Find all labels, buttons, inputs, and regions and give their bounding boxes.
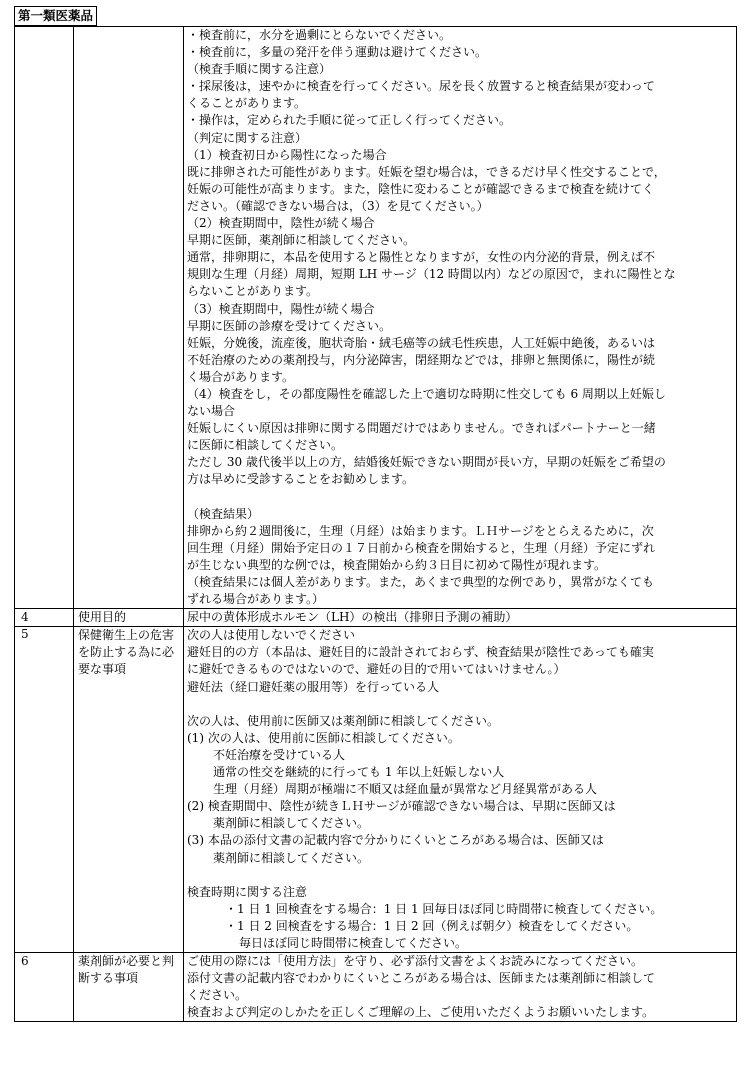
text-line: 不妊治療のための薬剤投与，内分泌障害，閉経期などでは，排卵と無関係に，陽性が続: [187, 352, 656, 367]
table-row-continued: [15, 27, 737, 609]
row-number: 5: [15, 627, 74, 953]
text-line: 薬剤師に相談してください。: [213, 850, 370, 865]
text-line: ・検査前に，水分を過剰にとらないでください。: [187, 28, 452, 42]
text-line: ださい。（確認できない場合は，（3）を見てください。）: [187, 198, 489, 213]
row-number: 4: [15, 609, 74, 627]
text-line: ・採尿後は，速やかに検査を行ってください。尿を長く放置すると検査結果が変わって: [187, 79, 655, 94]
text-line: ただし 30 歳代後半以上の方，結婚後妊娠できない期間が長い方，早期の妊娠をご希望の: [187, 455, 666, 470]
row-content: [184, 609, 737, 627]
row-item: 保健衛生上の危害を防止する為に必要な事項: [74, 627, 184, 953]
text-line: に医師に相談してください。: [187, 438, 344, 453]
text-line: く場合があります。: [187, 369, 295, 384]
text-line: 早期に医師の診療を受けてください。: [187, 318, 392, 333]
row-content: [184, 627, 737, 953]
text-line: ・検査前に，多量の発汗を伴う運動は避けてください。: [187, 45, 488, 60]
row-item: [74, 27, 184, 609]
text-line: （検査結果）: [187, 506, 260, 521]
text-line: 方は早めに受診することをお勧めします。: [187, 472, 415, 487]
text-line: （判定に関する注意）: [187, 130, 308, 145]
text-line: 検査および判定のしかたを正しくご理解の上、ご使用いただくようお願いいたします。: [187, 1005, 655, 1020]
text-line: 不妊治療を受けている人: [213, 747, 346, 762]
text-line: (3) 本品の添付文書の記載内容で分かりにくいところがある場合は、医師又は: [187, 833, 604, 848]
text-line: らないことがあります。: [187, 284, 319, 299]
text-line: 次の人は、使用前に医師又は薬剤師に相談してください。: [187, 713, 500, 728]
text-line: に避妊できるものではないので、避妊の目的で用いてはいけません。）: [187, 662, 566, 677]
text-line: 次の人は使用しないでください: [187, 628, 356, 643]
row-item: 薬剤師が必要と判断する事項: [74, 953, 184, 1022]
row-content: [184, 953, 737, 1022]
text-line: （検査結果には個人差があります。また，あくまで典型的な例であり，異常がなくても: [187, 575, 655, 589]
text-line: ずれる場合があります。）: [187, 592, 325, 607]
text-line: （4）検査をし，その都度陽性を確認した上で適切な時期に性交しても 6 周期以上妊娠し: [187, 386, 666, 401]
text-line: ください。: [187, 988, 248, 1003]
text-line: 検査時期に関する注意: [187, 884, 308, 899]
text-line: 早期に医師，薬剤師に相談してください。: [187, 233, 416, 248]
row-number: 6: [15, 953, 74, 1022]
text-line: 尿中の黄体形成ホルモン（LH）の検出（排卵日予測の補助）: [187, 610, 518, 625]
row-content: [184, 27, 737, 609]
row-number: [15, 27, 74, 609]
text-line: ・1 日 1 回検査をする場合：1 日 1 回毎日ほぼ同じ時間帯に検査してください。: [225, 901, 663, 916]
text-line: ない場合: [187, 404, 236, 419]
text-line: 既に排卵された可能性があります。妊娠を望む場合は，できるだけ早く性交することで，: [187, 164, 666, 179]
text-line: 通常，排卵期に，本品を使用すると陽性となりますが，女性の内分泌的背景，例えば不: [187, 250, 656, 265]
text-line: (1) 次の人は、使用前に医師に相談してください。: [187, 730, 460, 745]
text-line: 通常の性交を継続的に行っても 1 年以上妊娠しない人: [213, 765, 505, 780]
text-line: (2) 検査期間中、陰性が続きＬＨサージが確認できない場合は、早期に医師又は: [187, 799, 616, 814]
page-label: 第一類医薬品: [14, 6, 97, 26]
text-line: ご使用の際には「使用方法」を守り、必ず添付文書をよくお読みになってください。: [187, 954, 644, 969]
table-row-safety: [15, 627, 737, 953]
table-row-purpose: [15, 609, 737, 627]
text-line: くることがあります。: [187, 96, 307, 111]
text-line: 避妊目的の方（本品は、避妊目的に設計されておらず、検査結果が陰性であっても確実: [187, 645, 654, 660]
row-item: 使用目的: [74, 609, 184, 627]
text-line: （2）検査期間中，陰性が続く場合: [187, 216, 375, 231]
text-line: 生理（月経）周期が極端に不順又は経血量が異常など月経異常がある人: [213, 782, 598, 797]
text-line: （検査手順に関する注意）: [187, 62, 332, 77]
text-line: ・操作は，定められた手順に従って正しく行ってください。: [187, 113, 512, 128]
text-line: 回生理（月経）開始予定日の１７日前から検査を開始すると，生理（月経）予定にずれ: [187, 540, 656, 555]
text-line: 添付文書の記載内容でわかりにくいところがある場合は、医師または薬剤師に相談して: [187, 971, 656, 986]
text-line: 妊娠の可能性が高まります。また，陰性に変わることが確認できるまで検査を続けてく: [187, 181, 655, 196]
text-line: 薬剤師に相談してください。: [213, 816, 370, 831]
text-line: [187, 867, 733, 884]
text-line: 規則な生理（月経）周期，短期 LH サージ（12 時間以内）などの原因で，まれに陽性とな: [187, 267, 676, 282]
text-line: （3）検査期間中，陽性が続く場合: [187, 301, 375, 316]
table-row-pharmacist: [15, 953, 737, 1022]
text-line: ・1 日 2 回検査をする場合：1 日 2 回（例えば朝夕）検査をしてください。: [225, 918, 639, 933]
text-line: 妊娠，分娩後，流産後，胞状奇胎・絨毛癌等の絨毛性疾患，人工妊娠中絶後，あるいは: [187, 335, 656, 350]
text-line: [187, 696, 733, 713]
text-line: 排卵から約２週間後に，生理（月経）は始まります。ＬＨサージをとらえるために，次: [187, 523, 654, 538]
text-line: 毎日ほぼ同じ時間帯に検査してください。: [239, 935, 468, 950]
text-line: [187, 489, 733, 506]
text-line: が生じない典型的な例では，検査開始から約３日目に初めて陽性が現れます。: [187, 557, 607, 572]
text-line: （1）検査初日から陽性になった場合: [187, 147, 387, 162]
info-table: [14, 26, 737, 1022]
text-line: 妊娠しにくい原因は排卵に関する問題だけではありません。できればパートナーと一緒: [187, 421, 656, 436]
text-line: 避妊法（経口避妊薬の服用等）を行っている人: [187, 679, 440, 694]
